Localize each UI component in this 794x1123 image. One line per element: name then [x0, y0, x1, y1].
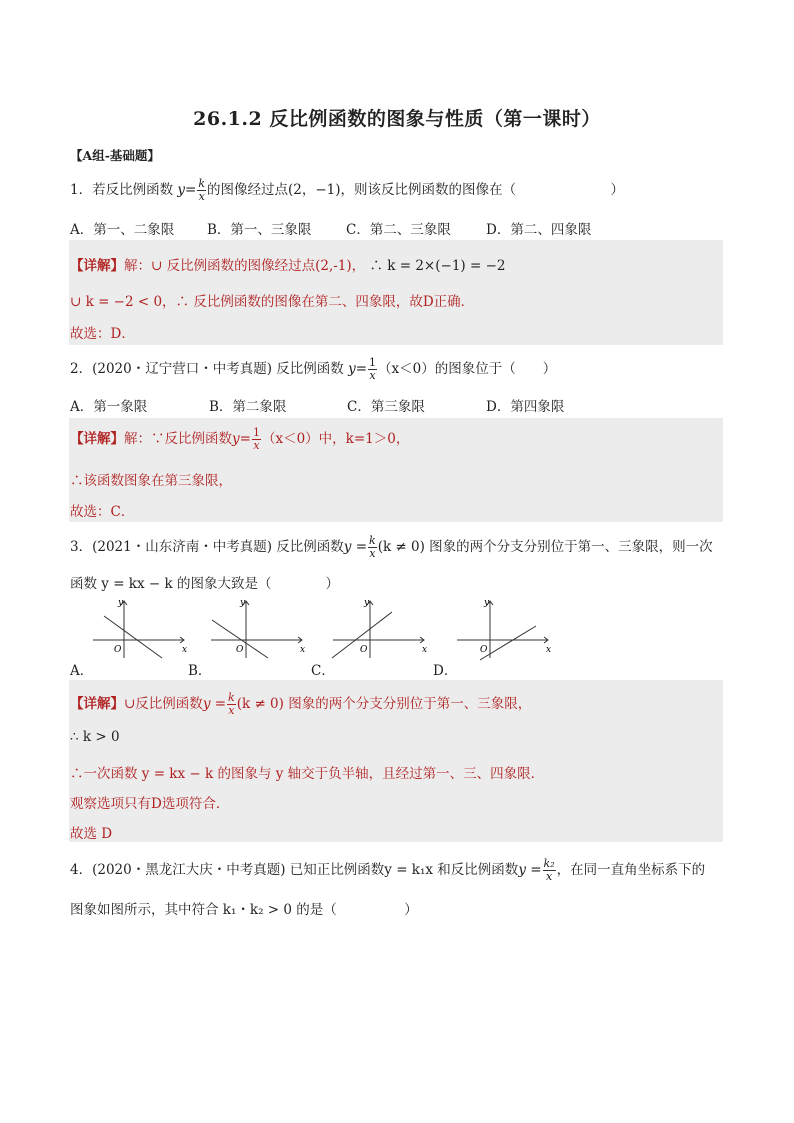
- q3-answer-frac-den: x: [228, 704, 235, 717]
- q1-prefix: 1．若反比例函数: [70, 182, 174, 198]
- q3-graph-d-y-label: y: [484, 598, 490, 608]
- q2-y-eq: y=: [348, 361, 368, 377]
- q3-suffix: (k ≠ 0) 图象的两个分支分别位于第一、三象限，则一次: [377, 539, 713, 555]
- q2-answer-y-eq: y=: [232, 431, 251, 447]
- q2-answer-line3: 故选：C．: [70, 504, 135, 520]
- q4-suffix: ，在同一直角坐标系下的: [556, 862, 706, 878]
- q2-fraction: [368, 357, 377, 382]
- q2-option-c: C．第三象限: [347, 399, 425, 415]
- q1-option-b: B．第一、三象限: [207, 222, 312, 238]
- q2-answer-tag: 【详解】: [70, 431, 124, 447]
- q3-graph-c-origin: O: [360, 645, 368, 655]
- q1-option-a: A．第一、二象限: [70, 222, 175, 238]
- q1-option-c: C．第二、三象限: [346, 222, 451, 238]
- q4-prefix: 4．(2020・黑龙江大庆・中考真题) 已知正比例函数: [70, 862, 385, 878]
- q2-frac-num: 1: [369, 356, 377, 369]
- q3-y-eq: y =: [343, 539, 368, 555]
- q2-option-d: D．第四象限: [486, 399, 565, 415]
- q1-answer-line3: 故选：D．: [70, 326, 135, 342]
- question-3: [70, 535, 713, 560]
- q3-line2: 函数 y = kx − k 的图象大致是（ ）: [70, 576, 339, 592]
- q2-suffix: （x＜0）的图象位于（ ）: [378, 361, 557, 377]
- q3-frac-num: k: [369, 534, 376, 547]
- q2-answer-fraction: [252, 427, 261, 452]
- q4-frac-num: k₂: [543, 857, 555, 870]
- section-heading: 【A组-基础题】: [70, 148, 160, 163]
- q3-graph-a: [88, 596, 192, 662]
- q2-answer-line1: [70, 427, 409, 452]
- q4-frac-den: x: [545, 870, 553, 883]
- q3-graph-b: [206, 596, 310, 662]
- question-1: [70, 178, 624, 203]
- q1-option-d: D．第二、四象限: [486, 222, 592, 238]
- q1-fraction: [197, 178, 206, 203]
- q3-answer-tag: 【详解】: [70, 696, 124, 712]
- q3-answer-frac-num: k: [228, 691, 235, 704]
- q3-answer-line1-a: ∪反比例函数: [124, 696, 203, 712]
- q1-frac-den: x: [198, 190, 205, 203]
- q3-graph-a-x-label: x: [182, 645, 188, 655]
- page-title: 26.1.2 反比例函数的图象与性质（第一课时）: [193, 108, 601, 130]
- q4-y-eq: y =: [518, 862, 542, 878]
- q4-line2: 图象如图所示，其中符合 k₁・k₂ > 0 的是（ ）: [70, 902, 418, 918]
- q3-answer-line4: 观察选项只有D选项符合．: [70, 796, 230, 812]
- q3-option-c-label: C．: [311, 663, 335, 679]
- q3-graph-a-y-label: y: [118, 598, 124, 608]
- q3-graph-b-y-label: y: [240, 598, 246, 608]
- q2-option-a: A．第一象限: [70, 399, 148, 415]
- q3-graph-d-origin: O: [480, 645, 488, 655]
- question-4: [70, 858, 705, 883]
- q1-answer-line1-b: ∴ k = 2×(−1) = −2: [369, 258, 506, 274]
- q3-graph-c: [328, 596, 432, 662]
- q1-suffix: 的图像经过点(2，−1)，则该反比例函数的图像在（ ）: [207, 182, 625, 198]
- q3-graph-c-y-label: y: [364, 598, 370, 608]
- q3-graph-d: [452, 596, 556, 662]
- q3-graph-a-origin: O: [114, 645, 122, 655]
- q3-answer-y-eq: y =: [202, 696, 227, 712]
- q3-option-d-label: D．: [433, 663, 458, 679]
- q3-option-b-label: B．: [188, 663, 212, 679]
- q2-answer-line1-a: 解：∵反比例函数: [124, 431, 232, 447]
- q3-answer-line3: ∴一次函数 y = kx − k 的图象与 y 轴交于负半轴，且经过第一、三、四象限．: [70, 766, 545, 782]
- q2-answer-line1-b: （x＜0）中，k=1＞0，: [261, 431, 410, 447]
- q3-graph-c-x-label: x: [422, 645, 428, 655]
- q3-answer-line1-b: (k ≠ 0) 图象的两个分支分别位于第一、三象限，: [236, 696, 532, 712]
- question-2: [70, 357, 556, 382]
- q3-graph-b-origin: O: [236, 645, 244, 655]
- q3-fraction: [368, 535, 377, 560]
- q3-option-a-label: A．: [70, 663, 94, 679]
- q2-prefix: 2．(2020・辽宁营口・中考真题) 反比例函数: [70, 361, 344, 377]
- q1-frac-num: k: [198, 177, 206, 190]
- q2-frac-den: x: [369, 369, 376, 382]
- q3-answer-line2: ∴ k > 0: [70, 729, 120, 745]
- q4-mid1: y = k₁x 和反比例函数: [384, 862, 519, 878]
- q3-graph-b-x-label: x: [300, 645, 306, 655]
- q4-fraction: [543, 858, 556, 883]
- q1-answer-line2: ∪ k = −2 < 0，∴ 反比例函数的图像在第二、四象限，故D正确．: [70, 294, 475, 310]
- q3-answer-fraction: [227, 692, 236, 717]
- q3-answer-line1: [70, 692, 531, 717]
- q3-answer-line5: 故选 D: [70, 826, 113, 842]
- q3-graph-d-x-label: x: [546, 645, 552, 655]
- q2-answer-frac-den: x: [253, 439, 260, 452]
- q2-answer-line2: ∴该函数图象在第三象限，: [70, 473, 232, 489]
- q3-prefix: 3．(2021・山东济南・中考真题) 反比例函数: [70, 539, 344, 555]
- q3-frac-den: x: [369, 547, 376, 560]
- q1-y-eq: y=: [177, 182, 197, 198]
- q1-answer-tag: 【详解】: [70, 258, 124, 274]
- q1-answer-line1: [70, 254, 505, 274]
- q2-option-b: B．第二象限: [209, 399, 287, 415]
- q2-answer-frac-num: 1: [252, 426, 260, 439]
- q1-answer-line1-a: 解：∪ 反比例函数的图像经过点(2,-1)，: [124, 258, 366, 274]
